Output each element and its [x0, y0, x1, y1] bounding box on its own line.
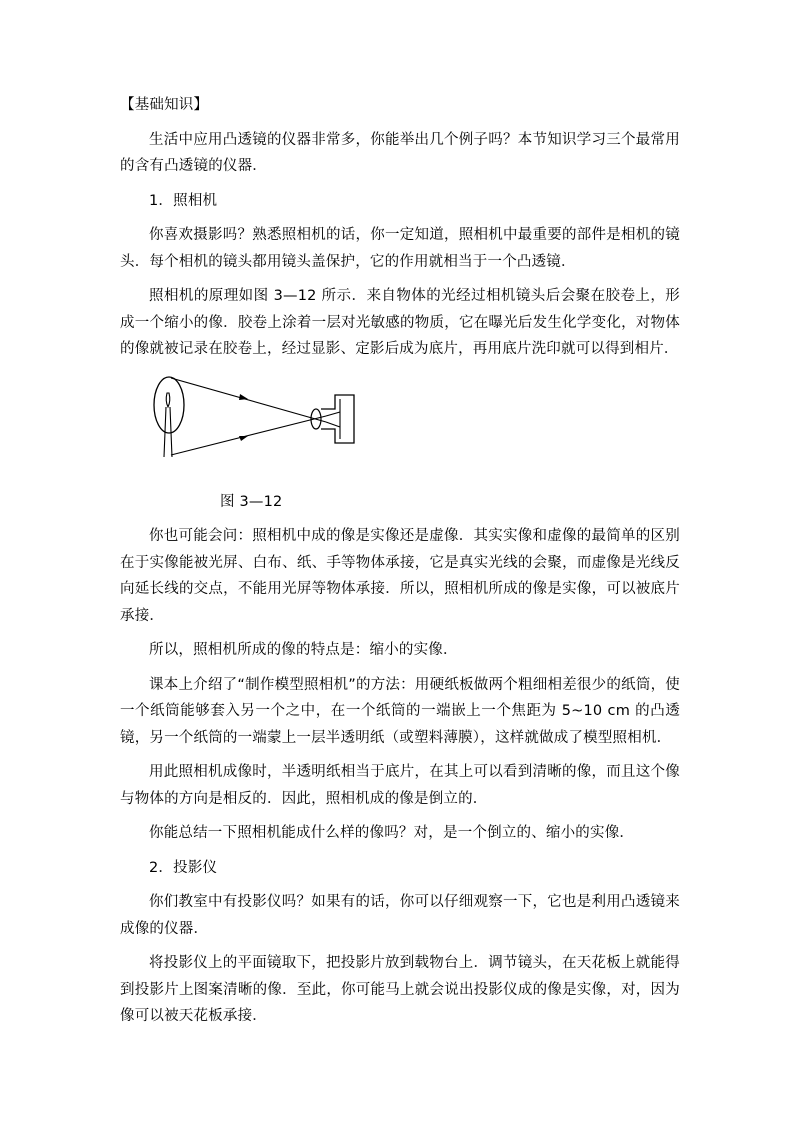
camera-paragraph-6: 用此照相机成像时，半透明纸相当于底片，在其上可以看到清晰的像，而且这个像与物体的方向是相反的．因此，照相机成的像是倒立的．	[120, 764, 680, 807]
ray-upper-extend	[326, 422, 340, 427]
intro-paragraph: 生活中应用凸透镜的仪器非常多，你能举出几个例子吗？本节知识学习三个最常用的含有凸透镜的仪器．	[120, 131, 680, 174]
ray-lower-arrow	[239, 436, 248, 441]
section-title-projector: 2．投影仪	[149, 859, 218, 876]
camera-paragraph-1: 你喜欢摄影吗？熟悉照相机的话，你一定知道，照相机中最重要的部件是相机的镜头．每个相机的镜头都用镜头盖保护，它的作用就相当于一个凸透镜．	[120, 227, 680, 270]
ray-upper-arrow	[239, 394, 248, 400]
ray-lower	[171, 416, 326, 455]
projector-paragraph-2: 将投影仪上的平面镜取下，把投影片放到载物台上．调节镜头，在天花板上就能得到投影片上图案清晰的像．至此，你可能马上就会说出投影仪成的像是实像，对，因为像可以被天花板承接．	[120, 955, 680, 1024]
camera-body	[321, 395, 354, 443]
camera-paragraph-2: 照相机的原理如图 3—12 所示．来自物体的光经过相机镜头后会聚在胶卷上，形成一个缩小的像．胶卷上涂着一层对光敏感的物质，它在曝光后发生化学变化，对物体的像就被记录在胶卷上，经过显影、定影后成为底片，再用底片洗印就可以得到相片．	[120, 288, 680, 357]
candle-flame	[166, 393, 170, 407]
section-heading: 【基础知识】	[120, 97, 209, 113]
ray-upper	[171, 378, 326, 422]
camera-paragraph-7: 你能总结一下照相机能成什么样的像吗？对，是一个倒立的、缩小的实像．	[149, 825, 635, 841]
projector-paragraph-1: 你们教室中有投影仪吗？如果有的话，你可以仔细观察一下，它也是利用凸透镜来成像的仪器．	[120, 894, 680, 937]
camera-paragraph-5: 课本上介绍了“制作模型照相机”的方法：用硬纸板做两个粗细相差很少的纸筒，使一个纸筒能够套入另一个之中，在一个纸筒的一端嵌上一个焦距为 5~10 cm 的凸透镜，另一个纸筒的一端蒙上一层半透明纸（或塑料薄膜），这样就做成了模型照相机．	[120, 676, 680, 746]
camera-principle-figure	[120, 371, 680, 489]
camera-paragraph-3: 你也可能会问：照相机中成的像是实像还是虚像．其实实像和虚像的最简单的区别在于实像能被光屏、白布、纸、手等物体承接，它是真实光线的会聚，而虚像是光线反向延长线的交点，不能用光屏等物体承接．所以，照相机所成的像是实像，可以被底片承接．	[120, 528, 680, 624]
figure-caption: 图 3—12	[220, 493, 283, 510]
camera-paragraph-4: 所以，照相机所成的像的特点是：缩小的实像．	[149, 642, 458, 658]
document-body	[120, 92, 680, 1038]
ray-lower-extend	[326, 412, 340, 416]
camera-diagram	[150, 371, 370, 489]
section-title-camera: 1．照相机	[149, 192, 218, 209]
